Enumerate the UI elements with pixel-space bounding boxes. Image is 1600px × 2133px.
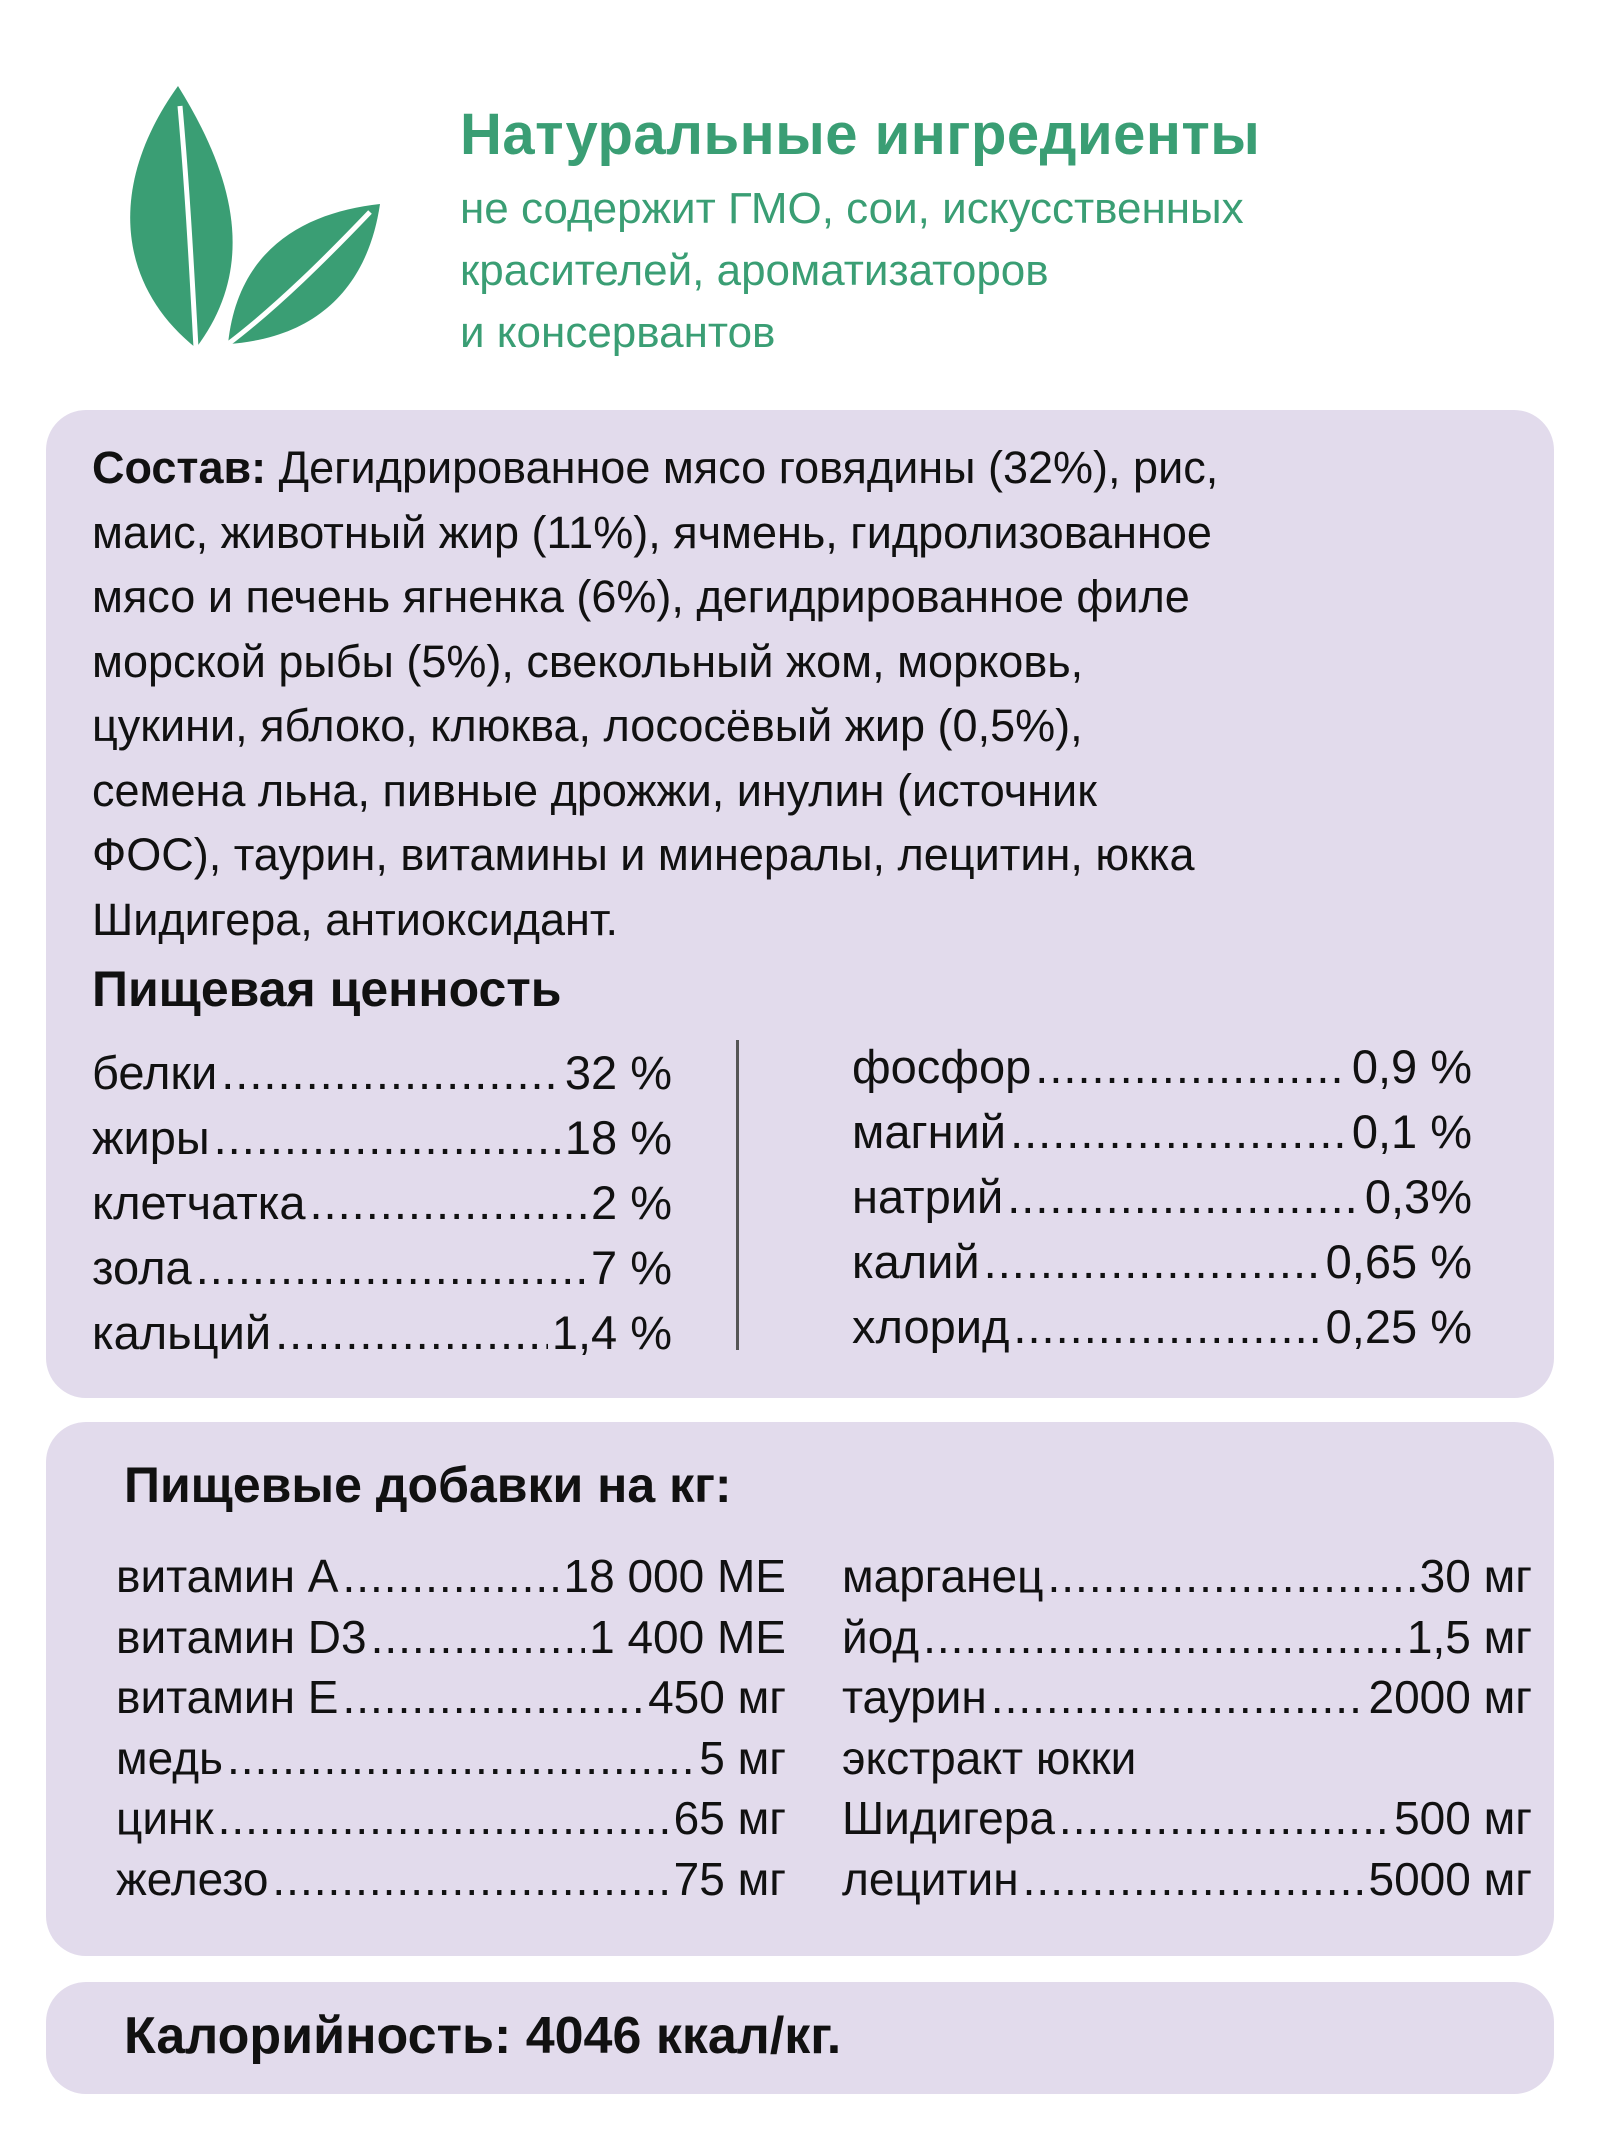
nutrient-value: 18 % (564, 1111, 672, 1164)
additives-left-column (116, 1546, 786, 1909)
additive-value: 1,5 мг (1406, 1610, 1532, 1663)
additive-row (116, 1788, 786, 1849)
additive-value: 5 мг (699, 1731, 786, 1784)
header-text (460, 100, 1560, 364)
additive-name: железо (116, 1852, 269, 1905)
additive-row (842, 1607, 1532, 1668)
additive-value: 18 000 МЕ (563, 1550, 786, 1602)
additive-row (116, 1849, 786, 1910)
additive-name: Шидигера (842, 1792, 1055, 1844)
nutrient-value: 0,9 % (1351, 1040, 1472, 1093)
dot-leader (1059, 1788, 1390, 1849)
dot-leader (227, 1728, 695, 1789)
composition-line: цукини, яблоко, клюква, лососёвый жир (0,5%), (92, 700, 1083, 751)
calories-text: Калорийность: 4046 ккал/кг. (124, 2007, 842, 2065)
composition-line: Шидигера, антиоксидант. (92, 893, 619, 945)
additive-name: медь (116, 1731, 224, 1784)
dot-leader (221, 1040, 561, 1105)
nutrient-value: 0,65 % (1325, 1235, 1472, 1288)
dot-leader (1035, 1034, 1348, 1099)
composition-line: маис, животный жир (11%), ячмень, гидролизованное (92, 506, 1212, 558)
additive-name: экстракт юкки (842, 1731, 1137, 1784)
nutrition-right-column (852, 1034, 1472, 1359)
nutrient-value: 7 % (591, 1241, 672, 1294)
nutrient-name: клетчатка (92, 1176, 306, 1229)
nutrition-row (92, 1170, 672, 1235)
nutrient-value: 0,3% (1364, 1170, 1472, 1223)
header-subtitle (460, 178, 1560, 364)
composition-text (92, 436, 1532, 952)
nutrition-row (92, 1300, 672, 1365)
nutrition-row (852, 1294, 1472, 1359)
dot-leader (214, 1105, 561, 1170)
composition-line: морской рыбы (5%), свекольный жом, морковь, (92, 635, 1084, 687)
additive-row (842, 1667, 1532, 1728)
composition-label: Состав: (92, 442, 267, 493)
nutrition-title: Пищевая ценность (92, 961, 562, 1017)
nutrition-row (92, 1105, 672, 1170)
additive-name: таурин (842, 1671, 987, 1723)
composition-panel (46, 410, 1554, 1398)
dot-leader (371, 1607, 586, 1668)
nutrient-name: калий (852, 1235, 980, 1288)
nutrient-name: натрий (852, 1170, 1004, 1223)
additive-value: 5000 мг (1368, 1852, 1532, 1905)
composition-line-text: Дегидрированное мясо говядины (32%), рис, (266, 442, 1219, 493)
additive-value: 75 мг (673, 1852, 786, 1905)
dot-leader (1007, 1164, 1361, 1229)
additive-row (842, 1849, 1532, 1910)
dot-leader (272, 1849, 669, 1910)
nutrition-row (92, 1040, 672, 1105)
nutrient-name: хлорид (852, 1300, 1010, 1353)
nutrition-row (852, 1229, 1472, 1294)
dot-leader (342, 1546, 559, 1607)
additive-value: 30 мг (1419, 1550, 1532, 1602)
dot-leader (309, 1170, 587, 1235)
composition-line (92, 436, 1532, 501)
nutrient-name: магний (852, 1105, 1007, 1158)
nutrient-value: 0,1 % (1351, 1105, 1472, 1158)
dot-leader (196, 1235, 587, 1300)
header-subtitle-line: не содержит ГМО, сои, искусственных (460, 184, 1244, 233)
column-divider (736, 1040, 739, 1350)
composition-line: мясо и печень ягненка (6%), дегидрированное филе (92, 571, 1190, 622)
nutrient-value: 1,4 % (551, 1306, 672, 1359)
nutrient-value: 0,25 % (1325, 1300, 1472, 1353)
dot-leader (1047, 1546, 1415, 1607)
additive-name: витамин Е (116, 1671, 339, 1723)
composition-line: ФОС), таурин, витамины и минералы, лецитин, юкка (92, 829, 1195, 880)
dot-leader (1023, 1849, 1365, 1910)
additive-name: витамин А (116, 1550, 339, 1602)
additives-right-column (842, 1546, 1532, 1909)
additive-name: витамин D3 (116, 1610, 367, 1663)
additive-row (116, 1728, 786, 1789)
additive-row (116, 1546, 786, 1607)
additive-value: 500 мг (1394, 1792, 1532, 1844)
dot-leader (984, 1229, 1322, 1294)
additive-row (842, 1788, 1532, 1849)
nutrition-row (92, 1235, 672, 1300)
header-subtitle-line: красителей, ароматизаторов (460, 246, 1049, 295)
additive-row (842, 1728, 1532, 1789)
dot-leader (275, 1300, 548, 1365)
additive-value: 2000 мг (1368, 1671, 1532, 1723)
header-title: Натуральные ингредиенты (460, 102, 1261, 167)
nutrition-row (852, 1099, 1472, 1164)
nutrient-name: фосфор (852, 1040, 1032, 1093)
leaf-icon (118, 86, 380, 348)
dot-leader (342, 1667, 644, 1728)
nutrition-row (852, 1164, 1472, 1229)
nutrient-value: 32 % (564, 1046, 672, 1099)
additive-row (116, 1607, 786, 1668)
nutrient-name: жиры (92, 1111, 210, 1164)
dot-leader (1013, 1294, 1321, 1359)
nutrient-name: белки (92, 1046, 218, 1099)
additive-value: 65 мг (673, 1792, 786, 1844)
header (0, 0, 1600, 390)
additives-title: Пищевые добавки на кг: (124, 1457, 732, 1513)
header-subtitle-line: и консервантов (460, 308, 776, 357)
nutrient-name: кальций (92, 1306, 272, 1359)
additive-name: цинк (116, 1792, 214, 1844)
additive-name: йод (842, 1610, 920, 1663)
additive-row (842, 1546, 1532, 1607)
nutrition-row (852, 1034, 1472, 1099)
additive-name: лецитин (842, 1852, 1019, 1905)
dot-leader (218, 1788, 670, 1849)
nutrient-value: 2 % (591, 1176, 672, 1229)
dot-leader (1010, 1099, 1348, 1164)
nutrition-left-column (92, 1040, 672, 1365)
dot-leader (991, 1667, 1365, 1728)
dot-leader (923, 1607, 1403, 1668)
additive-value: 1 400 МЕ (589, 1610, 786, 1663)
additive-row (116, 1667, 786, 1728)
composition-line: семена льна, пивные дрожжи, инулин (источник (92, 764, 1097, 816)
nutrient-name: зола (92, 1241, 192, 1294)
calories-panel (46, 1982, 1554, 2094)
additives-panel (46, 1422, 1554, 1956)
additive-value: 450 мг (648, 1671, 786, 1723)
additive-name: марганец (842, 1550, 1044, 1602)
